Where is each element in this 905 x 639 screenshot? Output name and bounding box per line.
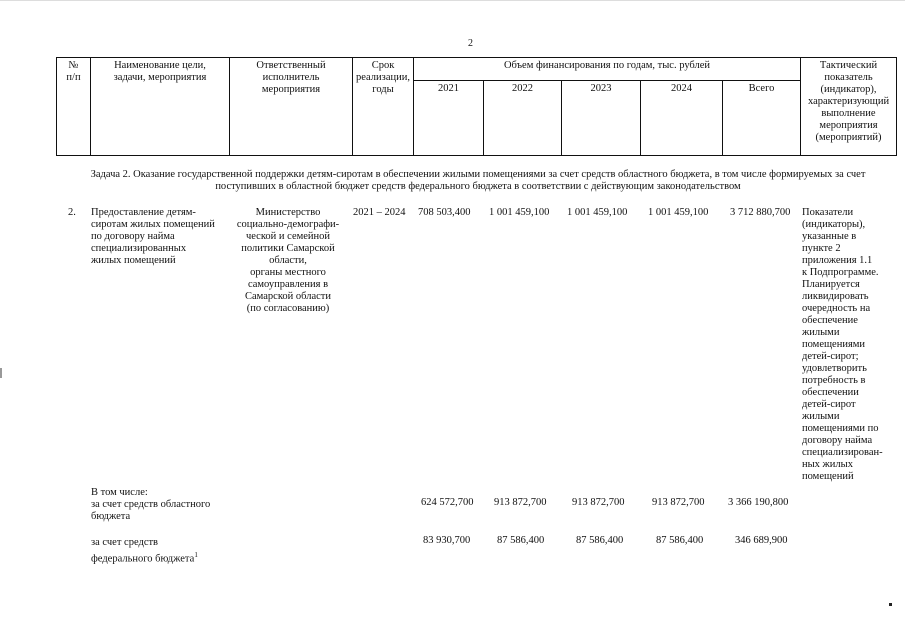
row-value-2024: 1 001 459,100 — [648, 207, 709, 218]
regional-value-2021: 624 572,700 — [421, 497, 474, 508]
federal-value-2024: 87 586,400 — [656, 535, 704, 546]
header-year-2021: 2021 — [414, 81, 484, 156]
header-year-2024: 2024 — [641, 81, 723, 156]
including-label: В том числе: — [91, 487, 148, 498]
regional-budget-label: за счет средств областного бюджета — [91, 499, 211, 522]
header-year-2022: 2022 — [484, 81, 562, 156]
header-col-finance: Объем финансирования по годам, тыс. рублей — [414, 58, 801, 81]
scan-top-edge — [0, 0, 905, 1]
header-col-indicator: Тактический показатель (индикатор), характеризующий выполнение мероприятия (мероприятий) — [801, 58, 897, 156]
header-col-num: № п/п — [57, 58, 91, 156]
header-col-term: Срок реализации, годы — [353, 58, 414, 156]
federal-budget-label-text: за счет средств федерального бюджета — [91, 537, 195, 565]
federal-value-2021: 83 930,700 — [423, 535, 471, 546]
row-name: Предоставление детям- сиротам жилых помещений по договору найма специализированных жилых помещений — [91, 207, 215, 266]
row-value-2023: 1 001 459,100 — [567, 207, 628, 218]
regional-value-2024: 913 872,700 — [652, 497, 705, 508]
row-value-2022: 1 001 459,100 — [489, 207, 550, 218]
federal-value-2023: 87 586,400 — [576, 535, 624, 546]
header-col-name: Наименование цели, задачи, мероприятия — [91, 58, 230, 156]
header-table — [56, 57, 897, 156]
row-executor: Министерство социально-демографи- ческой и семейной политики Самарской области, органы местного самоуправления в Самарской области (по согласованию) — [236, 207, 340, 314]
federal-value-total: 346 689,900 — [735, 535, 788, 546]
federal-footnote-mark: 1 — [194, 551, 198, 559]
header-year-2023: 2023 — [562, 81, 641, 156]
page-number: 2 — [468, 38, 473, 49]
row-value-2021: 708 503,400 — [418, 207, 471, 218]
row-indicator: Показатели (индикаторы), указанные в пункте 2 приложения 1.1 к Подпрограмме. Планируется ликвидировать очередность на обеспечение жилыми помещениями детей-сирот; удовлетворить потребность в обеспечении детей-сирот жилыми помещениями по договору найма специализирован- ных жилых помещений — [802, 207, 883, 482]
regional-value-total: 3 366 190,800 — [728, 497, 789, 508]
scan-mark-left — [0, 368, 2, 378]
row-term: 2021 – 2024 — [353, 207, 406, 218]
header-col-executor: Ответственный исполнитель мероприятия — [230, 58, 353, 156]
federal-value-2022: 87 586,400 — [497, 535, 545, 546]
row-value-total: 3 712 880,700 — [730, 207, 791, 218]
row-number: 2. — [68, 207, 76, 218]
regional-value-2023: 913 872,700 — [572, 497, 625, 508]
scan-dot — [889, 603, 892, 606]
federal-budget-label — [91, 537, 241, 566]
header-total: Всего — [723, 81, 801, 156]
regional-value-2022: 913 872,700 — [494, 497, 547, 508]
task-title: Задача 2. Оказание государственной поддержки детям-сиротам в обеспечении жилыми помещениями за счет средств областного бюджета, в том числе формируемых за счет поступивших в областной бюджет средств федерального бюджета в соответствии с действующим законодательством — [90, 169, 866, 192]
